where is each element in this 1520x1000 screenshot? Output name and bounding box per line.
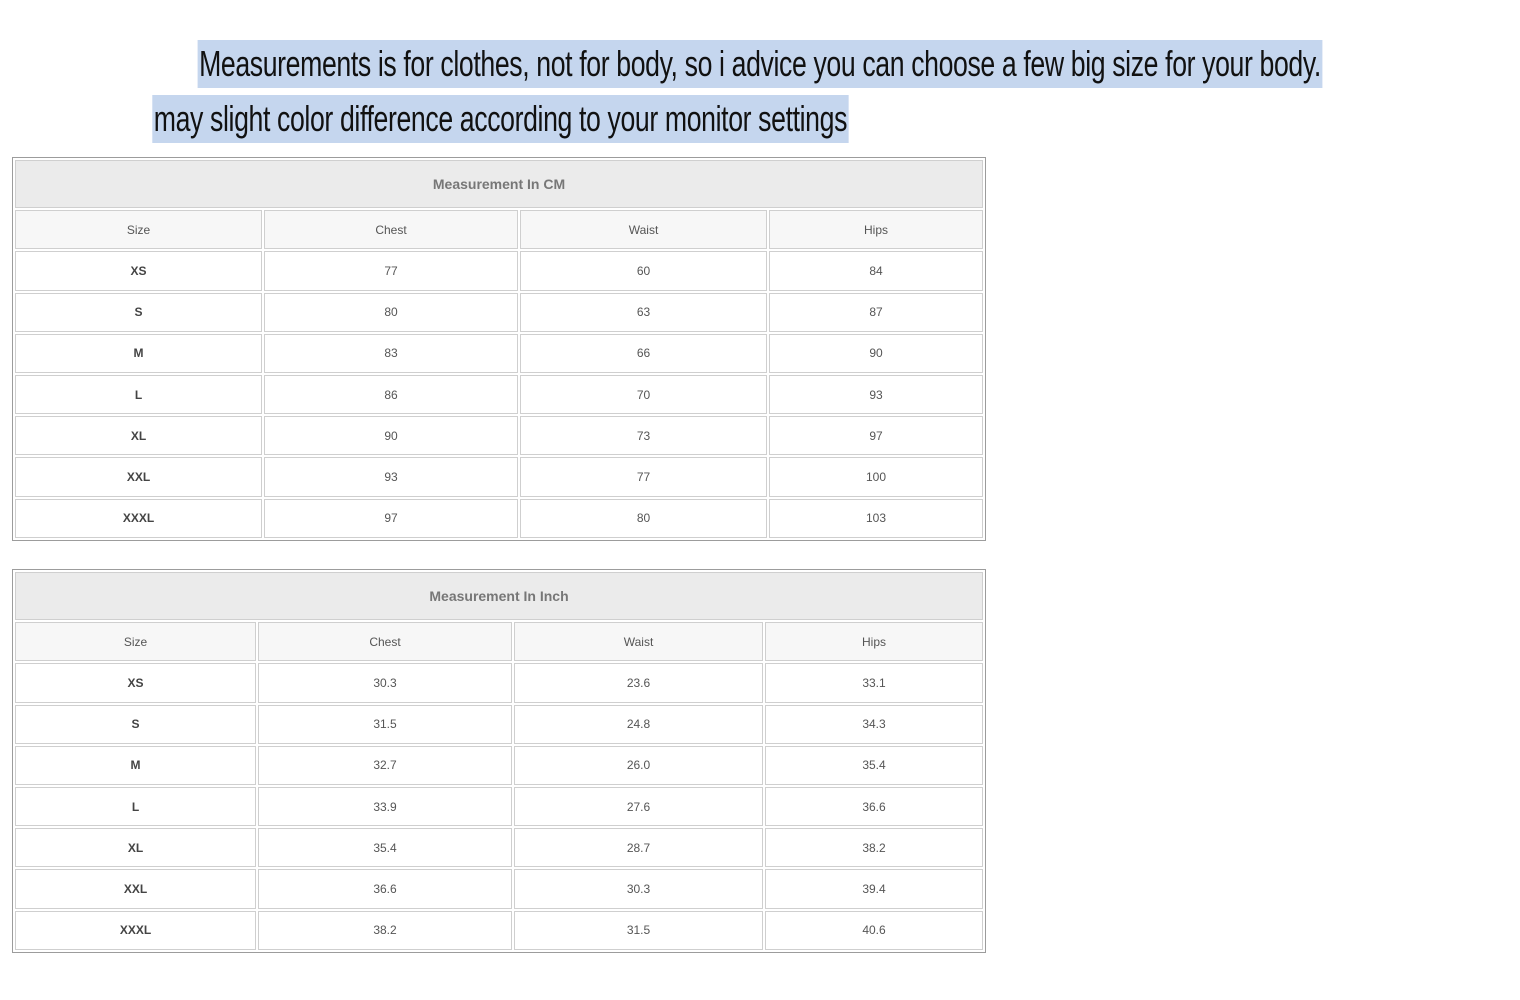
- chest-cell: 80: [264, 293, 518, 332]
- size-cell: XXXL: [15, 499, 262, 538]
- chest-cell: 86: [264, 375, 518, 414]
- column-header-hips: Hips: [765, 622, 983, 661]
- column-header-size: Size: [15, 210, 262, 249]
- hips-cell: 33.1: [765, 663, 983, 702]
- table-row: [15, 869, 983, 908]
- hips-cell: 87: [769, 293, 983, 332]
- notice-text-2: may slight color difference according to your monitor settings: [152, 95, 848, 143]
- table-row: [15, 334, 983, 373]
- size-cell: L: [15, 375, 262, 414]
- header-row: [15, 210, 983, 249]
- hips-cell: 35.4: [765, 746, 983, 785]
- size-cell: XXL: [15, 457, 262, 496]
- waist-cell: 66: [520, 334, 767, 373]
- column-header-waist: Waist: [514, 622, 763, 661]
- waist-cell: 80: [520, 499, 767, 538]
- hips-cell: 100: [769, 457, 983, 496]
- hips-cell: 90: [769, 334, 983, 373]
- chest-cell: 36.6: [258, 869, 512, 908]
- size-cell: L: [15, 787, 256, 826]
- table-row: [15, 705, 983, 744]
- notice-line-1: [0, 40, 1321, 88]
- measurement-inch-table: [12, 569, 986, 953]
- header-row: [15, 622, 983, 661]
- hips-cell: 97: [769, 416, 983, 455]
- chest-cell: 33.9: [258, 787, 512, 826]
- table-title: Measurement In CM: [15, 160, 983, 208]
- hips-cell: 40.6: [765, 911, 983, 950]
- table-row: [15, 828, 983, 867]
- column-header-waist: Waist: [520, 210, 767, 249]
- hips-cell: 103: [769, 499, 983, 538]
- table-row: [15, 457, 983, 496]
- measurement-cm-table: [12, 157, 986, 541]
- chest-cell: 32.7: [258, 746, 512, 785]
- waist-cell: 31.5: [514, 911, 763, 950]
- waist-cell: 24.8: [514, 705, 763, 744]
- column-header-chest: Chest: [264, 210, 518, 249]
- hips-cell: 39.4: [765, 869, 983, 908]
- chest-cell: 83: [264, 334, 518, 373]
- table-row: [15, 499, 983, 538]
- table-row: [15, 375, 983, 414]
- size-cell: M: [15, 334, 262, 373]
- table-row: [15, 746, 983, 785]
- size-cell: S: [15, 293, 262, 332]
- table-row: [15, 663, 983, 702]
- waist-cell: 73: [520, 416, 767, 455]
- column-header-size: Size: [15, 622, 256, 661]
- hips-cell: 93: [769, 375, 983, 414]
- chest-cell: 97: [264, 499, 518, 538]
- table-row: [15, 787, 983, 826]
- size-cell: XL: [15, 416, 262, 455]
- column-header-chest: Chest: [258, 622, 512, 661]
- notice-line-2: [0, 95, 1000, 143]
- hips-cell: 84: [769, 251, 983, 290]
- table-title: Measurement In Inch: [15, 572, 983, 620]
- column-header-hips: Hips: [769, 210, 983, 249]
- table-row: [15, 251, 983, 290]
- waist-cell: 77: [520, 457, 767, 496]
- chest-cell: 38.2: [258, 911, 512, 950]
- chest-cell: 30.3: [258, 663, 512, 702]
- waist-cell: 23.6: [514, 663, 763, 702]
- table-row: [15, 293, 983, 332]
- waist-cell: 63: [520, 293, 767, 332]
- chest-cell: 93: [264, 457, 518, 496]
- notice-text-1: Measurements is for clothes, not for body, so i advice you can choose a few big size for your body.: [198, 40, 1323, 88]
- size-cell: XS: [15, 251, 262, 290]
- hips-cell: 36.6: [765, 787, 983, 826]
- chest-cell: 77: [264, 251, 518, 290]
- size-cell: M: [15, 746, 256, 785]
- table-row: [15, 911, 983, 950]
- waist-cell: 27.6: [514, 787, 763, 826]
- size-cell: XS: [15, 663, 256, 702]
- table-row: [15, 416, 983, 455]
- hips-cell: 38.2: [765, 828, 983, 867]
- waist-cell: 28.7: [514, 828, 763, 867]
- chest-cell: 35.4: [258, 828, 512, 867]
- size-cell: S: [15, 705, 256, 744]
- size-cell: XL: [15, 828, 256, 867]
- chest-cell: 90: [264, 416, 518, 455]
- chest-cell: 31.5: [258, 705, 512, 744]
- waist-cell: 26.0: [514, 746, 763, 785]
- waist-cell: 60: [520, 251, 767, 290]
- waist-cell: 70: [520, 375, 767, 414]
- hips-cell: 34.3: [765, 705, 983, 744]
- size-cell: XXXL: [15, 911, 256, 950]
- size-cell: XXL: [15, 869, 256, 908]
- waist-cell: 30.3: [514, 869, 763, 908]
